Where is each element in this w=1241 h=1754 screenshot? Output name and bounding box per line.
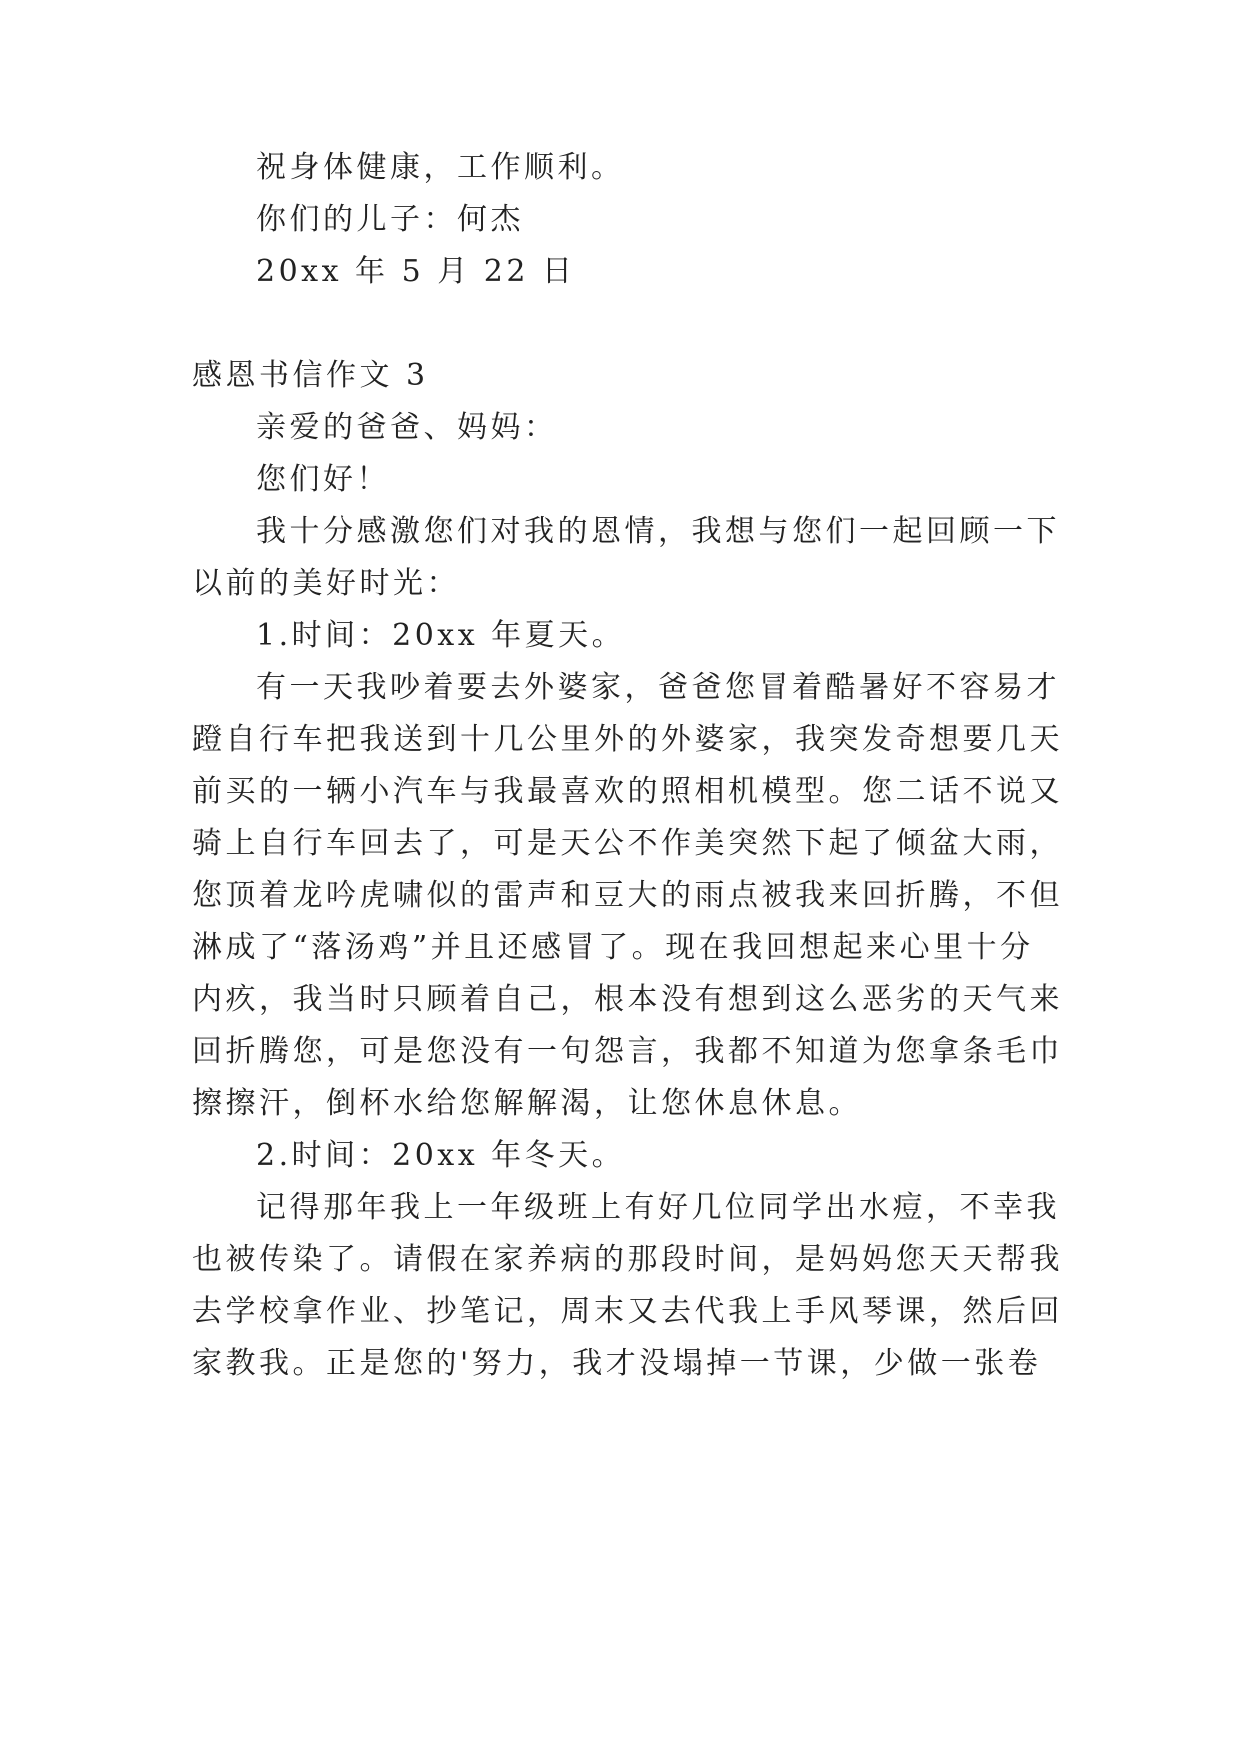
closing-wish: 祝身体健康，工作顺利。: [256, 150, 625, 185]
paragraph-line: 内疚，我当时只顾着自己，根本没有想到这么恶劣的天气来: [192, 982, 1063, 1017]
salutation: 亲爱的爸爸、妈妈：: [256, 410, 558, 445]
item-heading-1: 1.时间：20xx 年夏天。: [256, 618, 626, 653]
paragraph-line: 前买的一辆小汽车与我最喜欢的照相机模型。您二话不说又: [192, 774, 1063, 809]
paragraph-line: 也被传染了。请假在家养病的那段时间，是妈妈您天天帮我: [192, 1242, 1063, 1277]
paragraph-line: 淋成了“落汤鸡”并且还感冒了。现在我回想起来心里十分: [192, 930, 1034, 965]
paragraph-line: 去学校拿作业、抄笔记，周末又去代我上手风琴课，然后回: [192, 1294, 1063, 1329]
signature: 你们的儿子：何杰: [256, 202, 524, 237]
paragraph-line: 回折腾您，可是您没有一句怨言，我都不知道为您拿条毛巾: [192, 1034, 1063, 1069]
paragraph-line: 您顶着龙吟虎啸似的雷声和豆大的雨点被我来回折腾，不但: [192, 878, 1063, 913]
paragraph-line: 有一天我吵着要去外婆家，爸爸您冒着酷暑好不容易才: [256, 670, 1060, 705]
paragraph-line: 以前的美好时光：: [192, 566, 460, 601]
paragraph-line: 蹬自行车把我送到十几公里外的外婆家，我突发奇想要几天: [192, 722, 1063, 757]
section-title: 感恩书信作文 3: [192, 358, 429, 393]
item-heading-2: 2.时间：20xx 年冬天。: [256, 1138, 626, 1173]
greeting: 您们好！: [256, 462, 390, 497]
paragraph-line: 骑上自行车回去了，可是天公不作美突然下起了倾盆大雨，: [192, 826, 1063, 861]
paragraph-line: 记得那年我上一年级班上有好几位同学出水痘，不幸我: [256, 1190, 1060, 1225]
paragraph-line: 家教我。正是您的'努力，我才没塌掉一节课，少做一张卷: [192, 1346, 1042, 1381]
paragraph-line: 我十分感激您们对我的恩情，我想与您们一起回顾一下: [256, 514, 1060, 549]
paragraph-line: 擦擦汗，倒杯水给您解解渴，让您休息休息。: [192, 1086, 862, 1121]
letter-date: 20xx 年 5 月 22 日: [256, 254, 576, 289]
